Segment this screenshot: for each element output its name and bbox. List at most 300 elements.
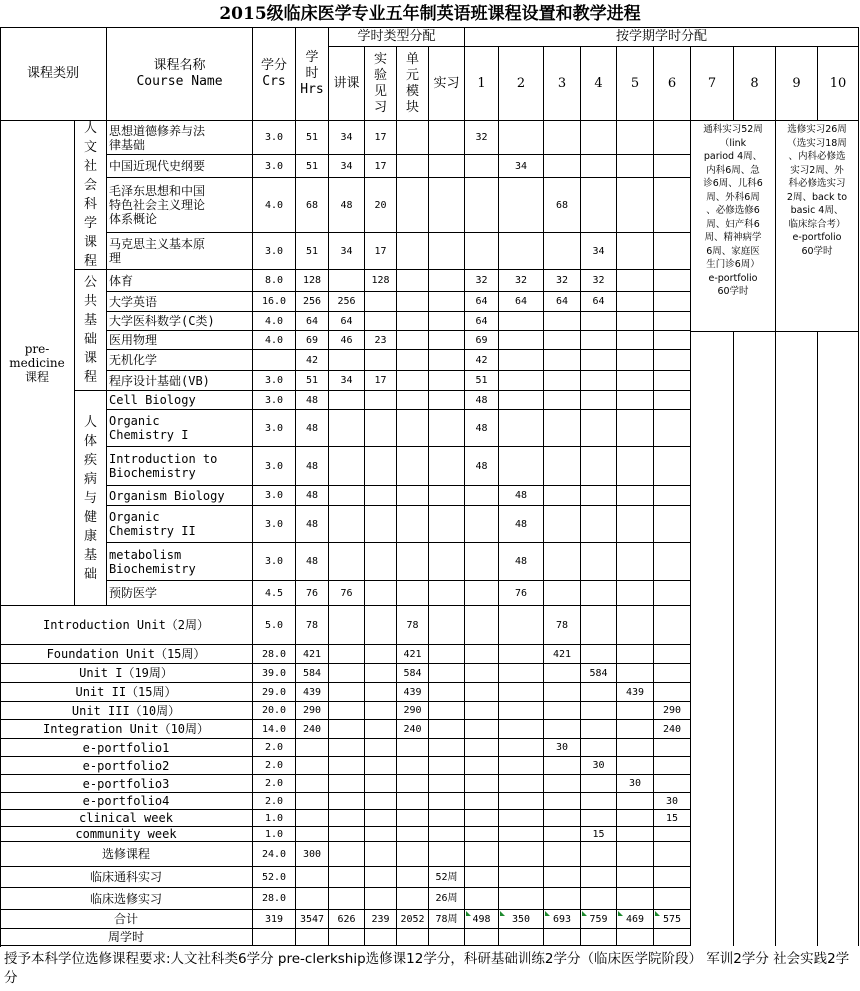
- row-lab: [365, 842, 397, 867]
- row-term-1: [465, 929, 499, 946]
- row-crs: 4.0: [253, 312, 296, 331]
- row-term-6: [654, 350, 691, 371]
- row-term-4: [581, 371, 617, 391]
- row-crs: 4.0: [253, 331, 296, 350]
- row-term-3: 64: [544, 292, 581, 312]
- row-crs: 28.0: [253, 888, 296, 910]
- row-lecture: [329, 683, 365, 702]
- row-term-5: [617, 350, 654, 371]
- row-lab: [365, 543, 397, 581]
- row-term-4: [581, 350, 617, 371]
- row-term-6: [654, 645, 691, 664]
- row-term-6: [654, 775, 691, 793]
- row-term-3: [544, 793, 581, 810]
- row-hrs: 48: [296, 447, 329, 486]
- course-name: metabolism Biochemistry: [107, 543, 253, 581]
- row-lab: [365, 410, 397, 447]
- row-module: [397, 543, 429, 581]
- row-module: [397, 929, 429, 946]
- row-term-4: [581, 929, 617, 946]
- row-module: [397, 350, 429, 371]
- footer-note: 授予本科学位选修课程要求:人文社科类6学分 pre-clerkship选修课12学分，科研基础训练2学分（临床医学院阶段） 军训2学分 社会实践2学分: [4, 951, 850, 986]
- row-hrs: 439: [296, 683, 329, 702]
- course-name: 程序设计基础(VB): [107, 371, 253, 391]
- row-term-3: [544, 683, 581, 702]
- row-term-2: [499, 312, 544, 331]
- row-term-3: [544, 757, 581, 775]
- row-lecture: [329, 929, 365, 946]
- row-term-1: 42: [465, 350, 499, 371]
- row-term-6: [654, 888, 691, 910]
- row-term-4: [581, 312, 617, 331]
- row-term-6: [654, 371, 691, 391]
- row-term-6: [654, 739, 691, 757]
- row-crs: 2.0: [253, 739, 296, 757]
- row-module: [397, 292, 429, 312]
- row-term-1: 51: [465, 371, 499, 391]
- row-crs: 1.0: [253, 810, 296, 827]
- row-module: [397, 775, 429, 793]
- row-term-1: [465, 810, 499, 827]
- row-practice: [429, 664, 465, 683]
- row-term-1: [465, 739, 499, 757]
- row-hrs: 584: [296, 664, 329, 683]
- course-name: 体育: [107, 270, 253, 292]
- header-term-6: 6: [654, 47, 691, 121]
- row-term-2: 32: [499, 270, 544, 292]
- row-term-5: [617, 447, 654, 486]
- row-hrs: [296, 888, 329, 910]
- row-term-1: [465, 702, 499, 720]
- row-term-5: [617, 391, 654, 410]
- row-term-5: [617, 121, 654, 155]
- row-term-5: [617, 233, 654, 270]
- row-term-3: [544, 331, 581, 350]
- row-term-5: [617, 506, 654, 543]
- row-term-5: 30: [617, 775, 654, 793]
- row-practice: [429, 410, 465, 447]
- row-term-5: 469: [617, 910, 654, 929]
- row-term-2: [499, 793, 544, 810]
- row-crs: 28.0: [253, 645, 296, 664]
- row-crs: 2.0: [253, 775, 296, 793]
- row-lab: [365, 827, 397, 842]
- row-term-2: [499, 739, 544, 757]
- row-term-4: [581, 410, 617, 447]
- row-term-1: 48: [465, 410, 499, 447]
- course-name: 毛泽东思想和中国 特色社会主义理论 体系概论: [107, 178, 253, 233]
- header-category: 课程类别: [0, 27, 107, 121]
- row-lecture: [329, 391, 365, 410]
- row-practice: [429, 155, 465, 178]
- row-module: [397, 371, 429, 391]
- row-term-4: [581, 606, 617, 645]
- row-term-4: 32: [581, 270, 617, 292]
- row-module: [397, 155, 429, 178]
- row-module: [397, 312, 429, 331]
- row-term-4: [581, 486, 617, 506]
- row-term-3: [544, 810, 581, 827]
- row-term-4: [581, 121, 617, 155]
- row-term-6: [654, 683, 691, 702]
- row-lecture: [329, 664, 365, 683]
- row-term-3: [544, 543, 581, 581]
- row-lab: [365, 867, 397, 888]
- row-crs: 52.0: [253, 867, 296, 888]
- row-lecture: 256: [329, 292, 365, 312]
- row-term-4: [581, 331, 617, 350]
- row-term-1: [465, 645, 499, 664]
- row-term-4: [581, 155, 617, 178]
- row-lab: [365, 793, 397, 810]
- row-practice: [429, 606, 465, 645]
- row-lecture: [329, 606, 365, 645]
- row-hrs: 48: [296, 391, 329, 410]
- row-lab: [365, 606, 397, 645]
- row-term-4: [581, 810, 617, 827]
- row-term-3: [544, 410, 581, 447]
- row-term-3: [544, 842, 581, 867]
- row-hrs: [296, 757, 329, 775]
- row-term-4: [581, 506, 617, 543]
- header-type-group: 学时类型分配: [329, 27, 465, 47]
- row-term-5: [617, 793, 654, 810]
- row-term-6: [654, 506, 691, 543]
- category-humanities: 人 文 社 会 科 学 课 程: [75, 121, 107, 270]
- course-name: Introduction to Biochemistry: [107, 447, 253, 486]
- row-term-2: [499, 645, 544, 664]
- row-term-3: [544, 775, 581, 793]
- row-term-3: 32: [544, 270, 581, 292]
- row-term-2: [499, 371, 544, 391]
- row-hrs: [296, 827, 329, 842]
- row-term-4: 64: [581, 292, 617, 312]
- header-term-3: 3: [544, 47, 581, 121]
- row-term-5: [617, 702, 654, 720]
- row-term-5: [617, 178, 654, 233]
- row-lab: 128: [365, 270, 397, 292]
- row-module: 240: [397, 720, 429, 739]
- row-term-1: [465, 793, 499, 810]
- row-hrs: [296, 793, 329, 810]
- row-term-5: [617, 929, 654, 946]
- row-crs: 2.0: [253, 793, 296, 810]
- row-term-6: 575: [654, 910, 691, 929]
- row-term-5: [617, 331, 654, 350]
- row-term-2: [499, 842, 544, 867]
- row-hrs: 3547: [296, 910, 329, 929]
- row-hrs: 51: [296, 371, 329, 391]
- row-practice: [429, 683, 465, 702]
- header-lab: 实 验 见 习: [365, 47, 397, 121]
- row-practice: 78周: [429, 910, 465, 929]
- row-lecture: [329, 350, 365, 371]
- row-crs: 24.0: [253, 842, 296, 867]
- row-hrs: [296, 867, 329, 888]
- row-term-4: [581, 702, 617, 720]
- row-lab: [365, 929, 397, 946]
- row-term-5: [617, 292, 654, 312]
- row-term-3: [544, 312, 581, 331]
- row-practice: 26周: [429, 888, 465, 910]
- row-practice: [429, 739, 465, 757]
- row-term-3: [544, 121, 581, 155]
- row-term-5: [617, 606, 654, 645]
- row-crs: 8.0: [253, 270, 296, 292]
- row-term-1: [465, 867, 499, 888]
- row-term-6: [654, 233, 691, 270]
- row-term-3: [544, 447, 581, 486]
- row-term-6: [654, 757, 691, 775]
- formula-tick-icon: [655, 911, 660, 916]
- row-crs: 5.0: [253, 606, 296, 645]
- row-term-3: [544, 664, 581, 683]
- unit-name: 临床选修实习: [0, 888, 253, 910]
- header-credits: 学分 Crs: [253, 27, 296, 121]
- row-crs: 29.0: [253, 683, 296, 702]
- row-module: [397, 447, 429, 486]
- row-module: [397, 486, 429, 506]
- row-lecture: [329, 842, 365, 867]
- row-hrs: 48: [296, 486, 329, 506]
- row-term-2: [499, 121, 544, 155]
- row-lab: [365, 757, 397, 775]
- header-hours: 学 时 Hrs: [296, 27, 329, 121]
- course-name: 预防医学: [107, 581, 253, 606]
- row-term-5: [617, 312, 654, 331]
- row-term-6: [654, 292, 691, 312]
- row-practice: [429, 506, 465, 543]
- row-term-2: [499, 775, 544, 793]
- unit-name: Unit I（19周）: [0, 664, 253, 683]
- unit-name: Foundation Unit（15周）: [0, 645, 253, 664]
- row-term-4: [581, 867, 617, 888]
- row-term-4: [581, 391, 617, 410]
- row-term-4: 34: [581, 233, 617, 270]
- row-term-4: [581, 543, 617, 581]
- row-practice: [429, 292, 465, 312]
- row-term-2: [499, 664, 544, 683]
- row-module: 78: [397, 606, 429, 645]
- row-term-2: [499, 867, 544, 888]
- row-term-2: 48: [499, 543, 544, 581]
- course-name: Organic Chemistry II: [107, 506, 253, 543]
- row-lab: [365, 683, 397, 702]
- row-lecture: 48: [329, 178, 365, 233]
- row-term-5: [617, 645, 654, 664]
- row-lab: [365, 447, 397, 486]
- row-lab: [365, 292, 397, 312]
- row-lecture: [329, 739, 365, 757]
- row-practice: [429, 775, 465, 793]
- row-term-1: [465, 606, 499, 645]
- row-lecture: [329, 270, 365, 292]
- unit-name: 选修课程: [0, 842, 253, 867]
- row-hrs: 290: [296, 702, 329, 720]
- formula-tick-icon: [500, 911, 505, 916]
- course-name: 无机化学: [107, 350, 253, 371]
- row-hrs: 76: [296, 581, 329, 606]
- unit-name: e-portfolio4: [0, 793, 253, 810]
- row-lab: 17: [365, 233, 397, 270]
- row-module: 439: [397, 683, 429, 702]
- row-lecture: [329, 506, 365, 543]
- row-term-3: [544, 155, 581, 178]
- unit-name: Unit II（15周）: [0, 683, 253, 702]
- row-term-3: 30: [544, 739, 581, 757]
- row-hrs: [296, 775, 329, 793]
- row-crs: [253, 350, 296, 371]
- row-module: [397, 121, 429, 155]
- row-lecture: 34: [329, 121, 365, 155]
- row-term-4: [581, 447, 617, 486]
- row-lab: [365, 739, 397, 757]
- row-lecture: [329, 447, 365, 486]
- row-module: 421: [397, 645, 429, 664]
- row-term-6: [654, 178, 691, 233]
- row-hrs: [296, 929, 329, 946]
- header-term-7: 7: [691, 47, 734, 121]
- row-hrs: 48: [296, 543, 329, 581]
- row-hrs: 51: [296, 155, 329, 178]
- row-term-5: [617, 888, 654, 910]
- row-term-2: [499, 757, 544, 775]
- row-practice: [429, 827, 465, 842]
- row-lab: [365, 702, 397, 720]
- term-column-rule: [733, 331, 734, 946]
- row-term-1: 48: [465, 447, 499, 486]
- row-term-5: [617, 720, 654, 739]
- row-practice: 52周: [429, 867, 465, 888]
- row-module: [397, 178, 429, 233]
- row-term-1: [465, 178, 499, 233]
- row-term-4: [581, 720, 617, 739]
- row-term-1: 64: [465, 312, 499, 331]
- row-term-3: 693: [544, 910, 581, 929]
- row-crs: 3.0: [253, 155, 296, 178]
- term-column-rule: [858, 331, 859, 946]
- row-term-1: [465, 543, 499, 581]
- row-lecture: 34: [329, 155, 365, 178]
- row-term-1: [465, 888, 499, 910]
- row-term-1: [465, 683, 499, 702]
- row-term-2: [499, 233, 544, 270]
- row-practice: [429, 757, 465, 775]
- unit-name: community week: [0, 827, 253, 842]
- row-term-4: 584: [581, 664, 617, 683]
- row-hrs: 256: [296, 292, 329, 312]
- row-term-3: [544, 371, 581, 391]
- category-pre-medicine: pre- medicine 课程: [0, 121, 75, 606]
- row-module: 290: [397, 702, 429, 720]
- row-hrs: 69: [296, 331, 329, 350]
- row-term-4: 759: [581, 910, 617, 929]
- row-term-5: [617, 486, 654, 506]
- row-term-6: 240: [654, 720, 691, 739]
- row-crs: 3.0: [253, 447, 296, 486]
- formula-tick-icon: [466, 911, 471, 916]
- row-crs: 3.0: [253, 506, 296, 543]
- row-module: [397, 842, 429, 867]
- row-crs: 3.0: [253, 486, 296, 506]
- row-term-3: [544, 486, 581, 506]
- row-lecture: [329, 810, 365, 827]
- row-practice: [429, 371, 465, 391]
- row-term-6: [654, 827, 691, 842]
- unit-name: Integration Unit（10周）: [0, 720, 253, 739]
- row-term-4: [581, 775, 617, 793]
- row-practice: [429, 270, 465, 292]
- row-term-2: [499, 447, 544, 486]
- row-term-6: [654, 543, 691, 581]
- row-term-2: [499, 683, 544, 702]
- row-term-5: [617, 270, 654, 292]
- row-lab: [365, 775, 397, 793]
- row-term-6: [654, 391, 691, 410]
- row-term-6: [654, 842, 691, 867]
- row-module: [397, 233, 429, 270]
- header-course-name: 课程名称 Course Name: [107, 27, 253, 121]
- formula-tick-icon: [545, 911, 550, 916]
- row-lecture: 34: [329, 233, 365, 270]
- row-term-6: [654, 664, 691, 683]
- header-term-10: 10: [818, 47, 859, 121]
- course-name: 中国近现代史纲要: [107, 155, 253, 178]
- row-crs: 3.0: [253, 543, 296, 581]
- row-term-2: [499, 929, 544, 946]
- row-term-4: [581, 842, 617, 867]
- row-lecture: 626: [329, 910, 365, 929]
- row-term-4: [581, 793, 617, 810]
- row-crs: 20.0: [253, 702, 296, 720]
- row-term-6: 15: [654, 810, 691, 827]
- row-lecture: 64: [329, 312, 365, 331]
- row-crs: 3.0: [253, 233, 296, 270]
- unit-name: 临床通科实习: [0, 867, 253, 888]
- row-term-4: 30: [581, 757, 617, 775]
- row-term-3: 78: [544, 606, 581, 645]
- row-term-2: 48: [499, 506, 544, 543]
- row-lab: [365, 581, 397, 606]
- row-module: [397, 391, 429, 410]
- row-module: 584: [397, 664, 429, 683]
- header-term-1: 1: [465, 47, 499, 121]
- course-name: 思想道德修养与法 律基础: [107, 121, 253, 155]
- row-lecture: [329, 645, 365, 664]
- row-lab: 17: [365, 371, 397, 391]
- row-crs: 1.0: [253, 827, 296, 842]
- row-practice: [429, 447, 465, 486]
- row-term-5: [617, 827, 654, 842]
- row-term-2: 350: [499, 910, 544, 929]
- header-lecture: 讲课: [329, 47, 365, 121]
- term-column-rule: [775, 331, 776, 946]
- row-term-3: [544, 391, 581, 410]
- row-crs: 3.0: [253, 371, 296, 391]
- row-hrs: 300: [296, 842, 329, 867]
- row-crs: [253, 929, 296, 946]
- row-lecture: 76: [329, 581, 365, 606]
- row-term-3: [544, 929, 581, 946]
- header-practice: 实习: [429, 47, 465, 121]
- row-module: [397, 757, 429, 775]
- row-term-4: [581, 888, 617, 910]
- row-term-6: [654, 486, 691, 506]
- row-lecture: [329, 757, 365, 775]
- row-term-1: 48: [465, 391, 499, 410]
- row-practice: [429, 581, 465, 606]
- row-lab: [365, 312, 397, 331]
